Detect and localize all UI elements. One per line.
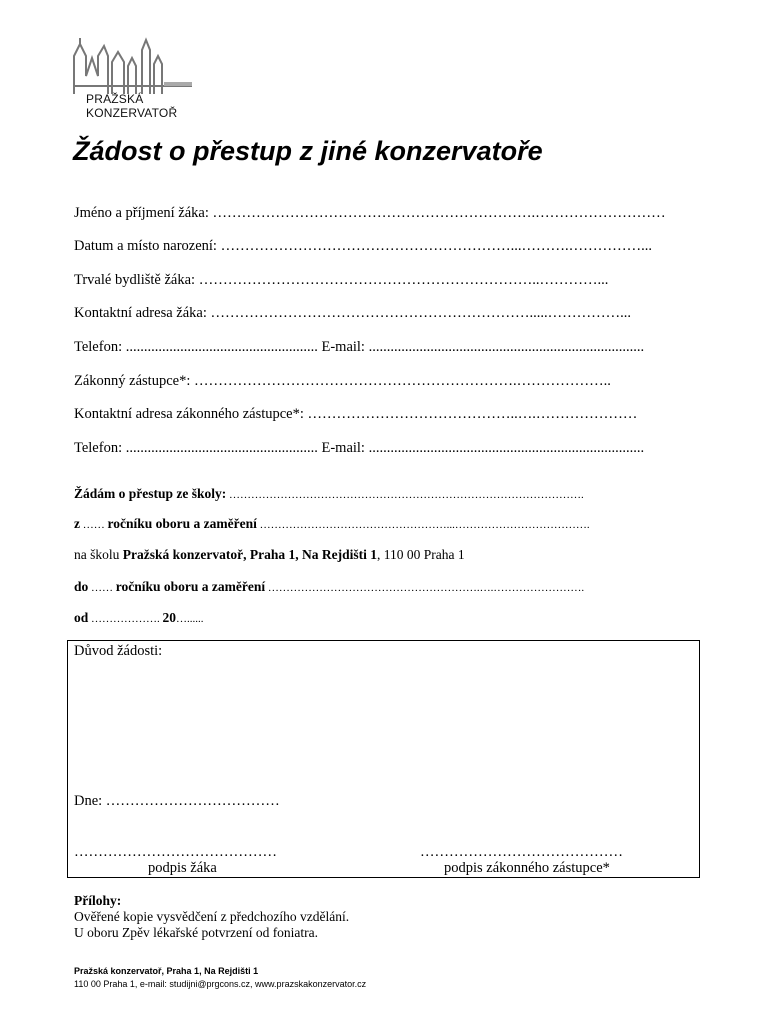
attachments-title: Přílohy: bbox=[74, 893, 122, 908]
target-school-name: Pražská konzervatoř, Praha 1, Na Rejdišti 1 bbox=[122, 547, 377, 562]
logo-skyline-icon bbox=[72, 36, 232, 94]
from-field-dots: ……………………………………………...………………………………. bbox=[256, 519, 590, 531]
target-school-line bbox=[74, 547, 465, 563]
guardian-contact-address-field[interactable]: Kontaktní adresa zákonného zástupce*: ……………………………………..….………………… bbox=[74, 406, 638, 422]
target-school-suffix: , 110 00 Praha 1 bbox=[376, 547, 465, 562]
logo-text: PRAŽSKÁ KONZERVATOŘ bbox=[86, 92, 178, 120]
to-year-label: ročníku oboru a zaměření bbox=[115, 579, 266, 594]
school-logo bbox=[72, 36, 232, 120]
start-date-field[interactable] bbox=[74, 610, 204, 626]
from-school-label: Žádám o přestup ze školy: bbox=[74, 486, 227, 501]
page-title: Žádost o přestup z jiné konzervatoře bbox=[73, 136, 543, 166]
to-year-field[interactable] bbox=[74, 579, 584, 595]
from-school-dots: ……………………………………………………………………………………. bbox=[226, 489, 584, 501]
from-year-label: ročníku oboru a zaměření bbox=[107, 516, 257, 531]
footer-address: Pražská konzervatoř, Praha 1, Na Rejdišti 1 bbox=[74, 966, 259, 976]
residence-field[interactable]: Trvalé bydliště žáka: ……………………………………………………………..…………... bbox=[74, 272, 609, 288]
guardian-field[interactable]: Zákonný zástupce*: ………………………………………………………….……………….. bbox=[74, 373, 611, 389]
od-year-dots: …...... bbox=[176, 613, 204, 625]
attachment-item: Ověřené kopie vysvědčení z předchozího vzdělání. bbox=[74, 909, 350, 924]
target-school-prefix: na školu bbox=[74, 547, 123, 562]
od-year: 20 bbox=[162, 610, 177, 625]
from-year-field[interactable] bbox=[74, 516, 590, 532]
date-field[interactable]: Dne: ……………………………… bbox=[74, 793, 280, 809]
footer-contact: 110 00 Praha 1, e-mail: studijni@prgcons.cz, www.prazskakonzervator.cz bbox=[74, 979, 367, 989]
student-contact-address-field[interactable]: Kontaktní adresa žáka: ………………………………………………………….....……………... bbox=[74, 305, 631, 321]
od-dots: ………………. bbox=[88, 613, 163, 625]
student-signature-line[interactable]: …………………………………… bbox=[74, 844, 277, 860]
student-signature-label: podpis žáka bbox=[148, 860, 217, 876]
attachment-item: U oboru Zpěv lékařské potvrzení od foniatra. bbox=[74, 925, 319, 940]
od-label: od bbox=[74, 610, 89, 625]
from-year-dots: …… bbox=[80, 519, 108, 531]
student-name-field[interactable]: Jméno a příjmení žáka: ………………………………………………………….……………………… bbox=[74, 205, 666, 221]
guardian-signature-line[interactable]: …………………………………… bbox=[420, 844, 623, 860]
student-phone-email-field[interactable]: Telefon: ..................................................... E-mail: ............................................................................ bbox=[74, 339, 645, 355]
birth-date-place-field[interactable]: Datum a místo narození: ……………………………………………………...……….……………... bbox=[74, 238, 652, 254]
guardian-signature-label: podpis zákonného zástupce* bbox=[444, 860, 610, 876]
from-school-field[interactable] bbox=[74, 486, 584, 502]
reason-label: Důvod žádosti: bbox=[74, 643, 163, 659]
to-field-dots: ………………………………………………….….……………………. bbox=[265, 582, 585, 594]
reason-box[interactable] bbox=[67, 640, 700, 878]
to-do-label: do bbox=[74, 579, 89, 594]
to-year-dots: …… bbox=[88, 582, 116, 594]
from-z-label: z bbox=[74, 516, 80, 531]
guardian-phone-email-field[interactable]: Telefon: ..................................................... E-mail: ............................................................................ bbox=[74, 440, 645, 456]
